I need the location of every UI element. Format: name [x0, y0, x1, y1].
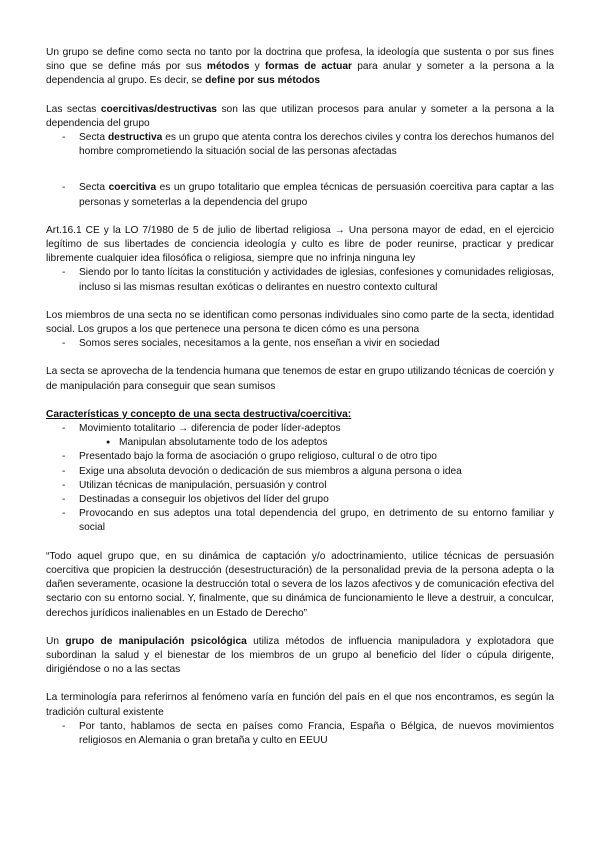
list-item: - Siendo por lo tanto lícitas la constitución y actividades de iglesias, confesiones y comunidades religiosas, incluso si las mismas resultan exóticas o delirantes en nuestro contexto cultural	[79, 266, 554, 294]
legal-framework-list	[46, 266, 554, 294]
paragraph-definition: Un grupo se define como secta no tanto por la doctrina que profesa, la ideología que sustenta o por sus fines sino que se define más por sus métodos y formas de actuar para anular y someter a la persona a la dependencia al grupo. Es decir, se define por sus métodos	[46, 47, 554, 87]
list-item: - Somos seres sociales, necesitamos a la gente, nos enseñan a vivir en sociedad	[79, 337, 554, 351]
paragraph-manipulation-group: Un grupo de manipulación psicológica utiliza métodos de influencia manipuladora y explotadora que subordinan la salud y el bienestar de los miembros de un grupo al beneficio del líder o cúpula dirigente, dirigiéndose o no a las sectas	[46, 635, 555, 676]
sub-list	[79, 436, 554, 450]
list-item: - Exige una absoluta devoción o dedicación de sus miembros a alguna persona o idea	[79, 465, 554, 479]
list-item: - Secta destructiva es un grupo que atenta contra los derechos civiles y contra los derechos humanos del hombre comprometiendo la situación social de las personas afectadas	[79, 131, 554, 159]
list-item: - Destinadas a conseguir los objetivos del líder del grupo	[79, 493, 554, 507]
list-item: - Por tanto, hablamos de secta en países como Francia, España o Bélgica, de nuevos movimientos religiosos en Alemania o gran bretaña y culto en EEUU	[79, 720, 554, 748]
list-item: - Movimiento totalitario → diferencia de poder líder-adeptos ● Manipulan absolutamente todo de los adeptos	[79, 422, 554, 450]
coercive-sects-list-2	[46, 181, 554, 209]
paragraph-terminology: La terminología para referirnos al fenómeno varía en función del país en el que nos encontramos, es según la tradición cultural existente	[46, 692, 554, 718]
list-item: - Presentado bajo la forma de asociación o grupo religioso, cultural o de otro tipo	[79, 450, 554, 464]
quote-definition: “Todo aquel grupo que, en su dinámica de captación y/o adoctrinamiento, utilice técnicas de persuasión coercitiva que propicien la destrucción (desestructuración) de la personalidad previa de la persona adepta o la dañen severamente, ocasione la destrucción total o severa de los lazos afectivos y de comunicación efectiva del sectario con su entorno social. Y, finalmente, que su dinámica de funcionamiento le lleve a destruir, a conculcar, derechos jurídicos inalienables en un Estado de Derecho”	[46, 550, 554, 619]
paragraph-group-tendency: La secta se aprovecha de la tendencia humana que tenemos de estar en grupo utilizando técnicas de coerción y de manipulación para conseguir que sean sumisos	[46, 366, 555, 392]
paragraph-coercive-sects: Las sectas coercitivas/destructivas son las que utilizan procesos para anular y someter a la persona a la dependencia del grupo	[46, 103, 555, 129]
characteristics-list	[46, 422, 554, 536]
list-item: - Utilizan técnicas de manipulación, persuasión y control	[79, 479, 554, 493]
terminology-list	[46, 720, 554, 748]
document-page	[46, 46, 554, 748]
list-item: - Secta coercitiva es un grupo totalitario que emplea técnicas de persuasión coercitiva para captar a las personas y someterlas a la dependencia del grupo	[79, 181, 554, 209]
coercive-sects-list	[46, 131, 554, 159]
paragraph-legal-framework: Art.16.1 CE y la LO 7/1980 de 5 de julio de libertad religiosa → Una persona mayor de edad, en el ejercicio legítimo de sus libertades de conciencia ideología y culto es libre de poder reunirse, practicar y predicar libremente cualquier idea filosófica o religiosa, siempre que no infrinja ninguna ley	[46, 224, 554, 265]
list-item: - Provocando en sus adeptos una total dependencia del grupo, en detrimento de su entorno familiar y social	[79, 507, 554, 535]
social-identity-list	[46, 337, 554, 351]
section-heading: Características y concepto de una secta destructiva/coercitiva:	[46, 408, 352, 420]
sub-list-item: ● Manipulan absolutamente todo de los adeptos	[119, 436, 554, 450]
paragraph-social-identity: Los miembros de una secta no se identifican como personas individuales sino como parte de la secta, identidad social. Los grupos a los que pertenece una persona te dicen cómo es una persona	[46, 309, 554, 336]
